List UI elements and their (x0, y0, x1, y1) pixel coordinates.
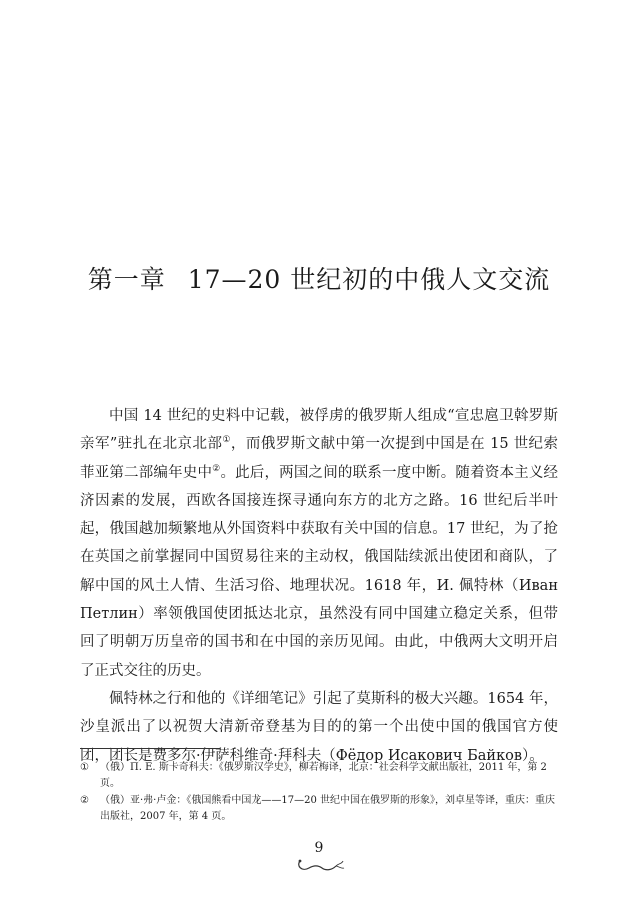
footnote-text: （俄）亚·弗·卢金：《俄国熊看中国龙——17—20 世纪中国在俄罗斯的形象》，刘卓星等译，重庆：重庆出版社，2007 年，第 4 页。 (100, 795, 555, 822)
paragraph-text: 中国 14 世纪的史料中记载，被俘虏的俄罗斯人组成“宣忠扈卫斡罗斯亲军”驻扎在北京北部 (80, 408, 558, 453)
page-ornament-icon (294, 852, 346, 874)
paragraph: 佩特林之行和他的《详细笔记》引起了莫斯科的极大兴趣。1654 年，沙皇派出了以祝贺大清新帝登基为目的的第一个出使中国的俄国官方使团，团长是费多尔·伊萨科维奇·拜科夫（Фёдор Исакович Байков）。 (80, 690, 558, 764)
paragraph (80, 402, 558, 685)
page-number: 9 (314, 840, 324, 856)
footnote-ref[interactable]: ① (222, 435, 231, 446)
footnote-divider (80, 748, 220, 749)
footnote (80, 793, 558, 825)
chapter-number: 第一章 (87, 265, 166, 294)
footnote (80, 760, 558, 792)
body-text (80, 402, 558, 770)
footnotes (80, 760, 558, 826)
footnote-ref[interactable]: ② (212, 463, 221, 474)
paragraph-text: 。此后，两国之间的联系一度中断。随着资本主义经济因素的发展，西欧各国接连探寻通向东方的北方之路。16 世纪后半叶起，俄国越加频繁地从外国资料中获取有关中国的信息。17 世纪，为了抢在英国之前掌握同中国贸易往来的主动权，俄国陆续派出使团和商队，了解中国的风土人情、生活习俗、地理状况。1618 年，И. 佩特林（Иван Петлин）率领俄国使团抵达北京，虽然没有同中国建立稳定关系，但带回了明朝万历皇帝的国书和在中国的亲历见闻。由此，中俄两大文明开启了正式交往的历史。 (80, 464, 559, 679)
chapter-heading (0, 260, 638, 296)
chapter-title: 17—20 世纪初的中俄人文交流 (187, 265, 551, 294)
paragraph-text: ，而俄罗斯文献中第一次提到中国是在 15 世纪索菲亚第二部编年史中 (80, 436, 558, 481)
footnote-mark: ② (80, 795, 89, 806)
footnote-mark: ① (80, 762, 89, 773)
footnote-text: （俄）П. Е. 斯卡奇科夫：《俄罗斯汉学史》，柳若梅译，北京：社会科学文献出版社，2011 年，第 2 页。 (100, 762, 547, 789)
